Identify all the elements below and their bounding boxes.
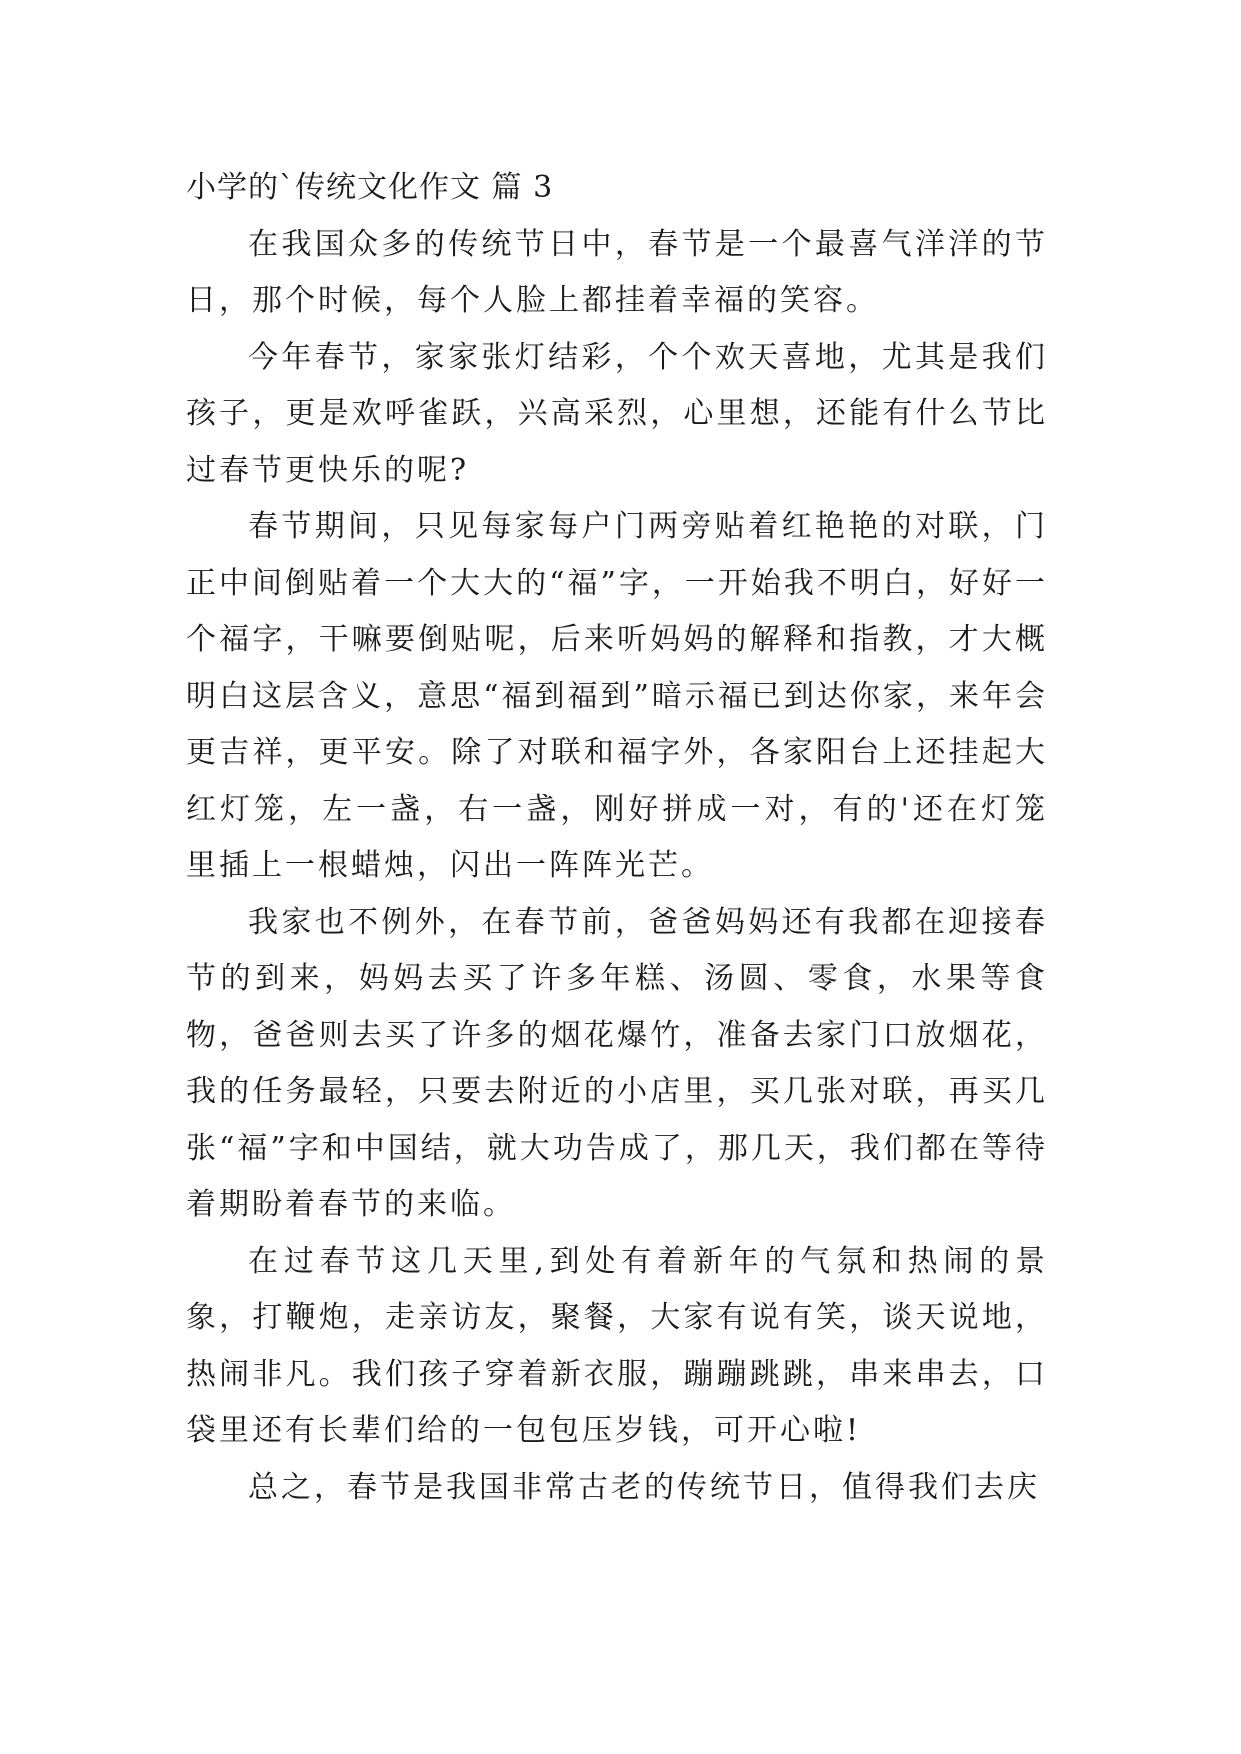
document-body — [186, 160, 1048, 1516]
paragraph-this-year: 今年春节，家家张灯结彩，个个欢天喜地，尤其是我们孩子，更是欢呼雀跃，兴高采烈，心里想，还能有什么节比过春节更快乐的呢? — [186, 339, 1048, 488]
paragraph-intro: 在我国众多的传统节日中，春节是一个最喜气洋洋的节日，那个时候，每个人脸上都挂着幸福的笑容。 — [186, 226, 1048, 318]
paragraph-festival-days: 在过春节这几天里,到处有着新年的气氛和热闹的景象，打鞭炮，走亲访友，聚餐，大家有说有笑，谈天说地，热闹非凡。我们孩子穿着新衣服，蹦蹦跳跳，串来串去，口袋里还有长辈们给的一包包压岁钱，可开心啦! — [186, 1243, 1048, 1448]
paragraph-conclusion: 总之，春节是我国非常古老的传统节日，值得我们去庆 — [248, 1469, 1040, 1505]
paragraph-preparations: 我家也不例外，在春节前，爸爸妈妈还有我都在迎接春节的到来，妈妈去买了许多年糕、汤圆、零食，水果等食物，爸爸则去买了许多的烟花爆竹，准备去家门口放烟花，我的任务最轻，只要去附近的小店里，买几张对联，再买几张“福”字和中国结，就大功告成了，那几天，我们都在等待着期盼着春节的来临。 — [186, 904, 1048, 1222]
paragraph-couplets-lanterns: 春节期间，只见每家每户门两旁贴着红艳艳的对联，门正中间倒贴着一个大大的“福”字，一开始我不明白，好好一个福字，干嘛要倒贴呢，后来听妈妈的解释和指教，才大概明白这层含义，意思“福到福到”暗示福已到达你家，来年会更吉祥，更平安。除了对联和福字外，各家阳台上还挂起大红灯笼，左一盏，右一盏，刚好拼成一对，有的'还在灯笼里插上一根蜡烛，闪出一阵阵光芒。 — [186, 509, 1048, 883]
essay-title: 小学的`传统文化作文 篇 3 — [186, 170, 554, 205]
